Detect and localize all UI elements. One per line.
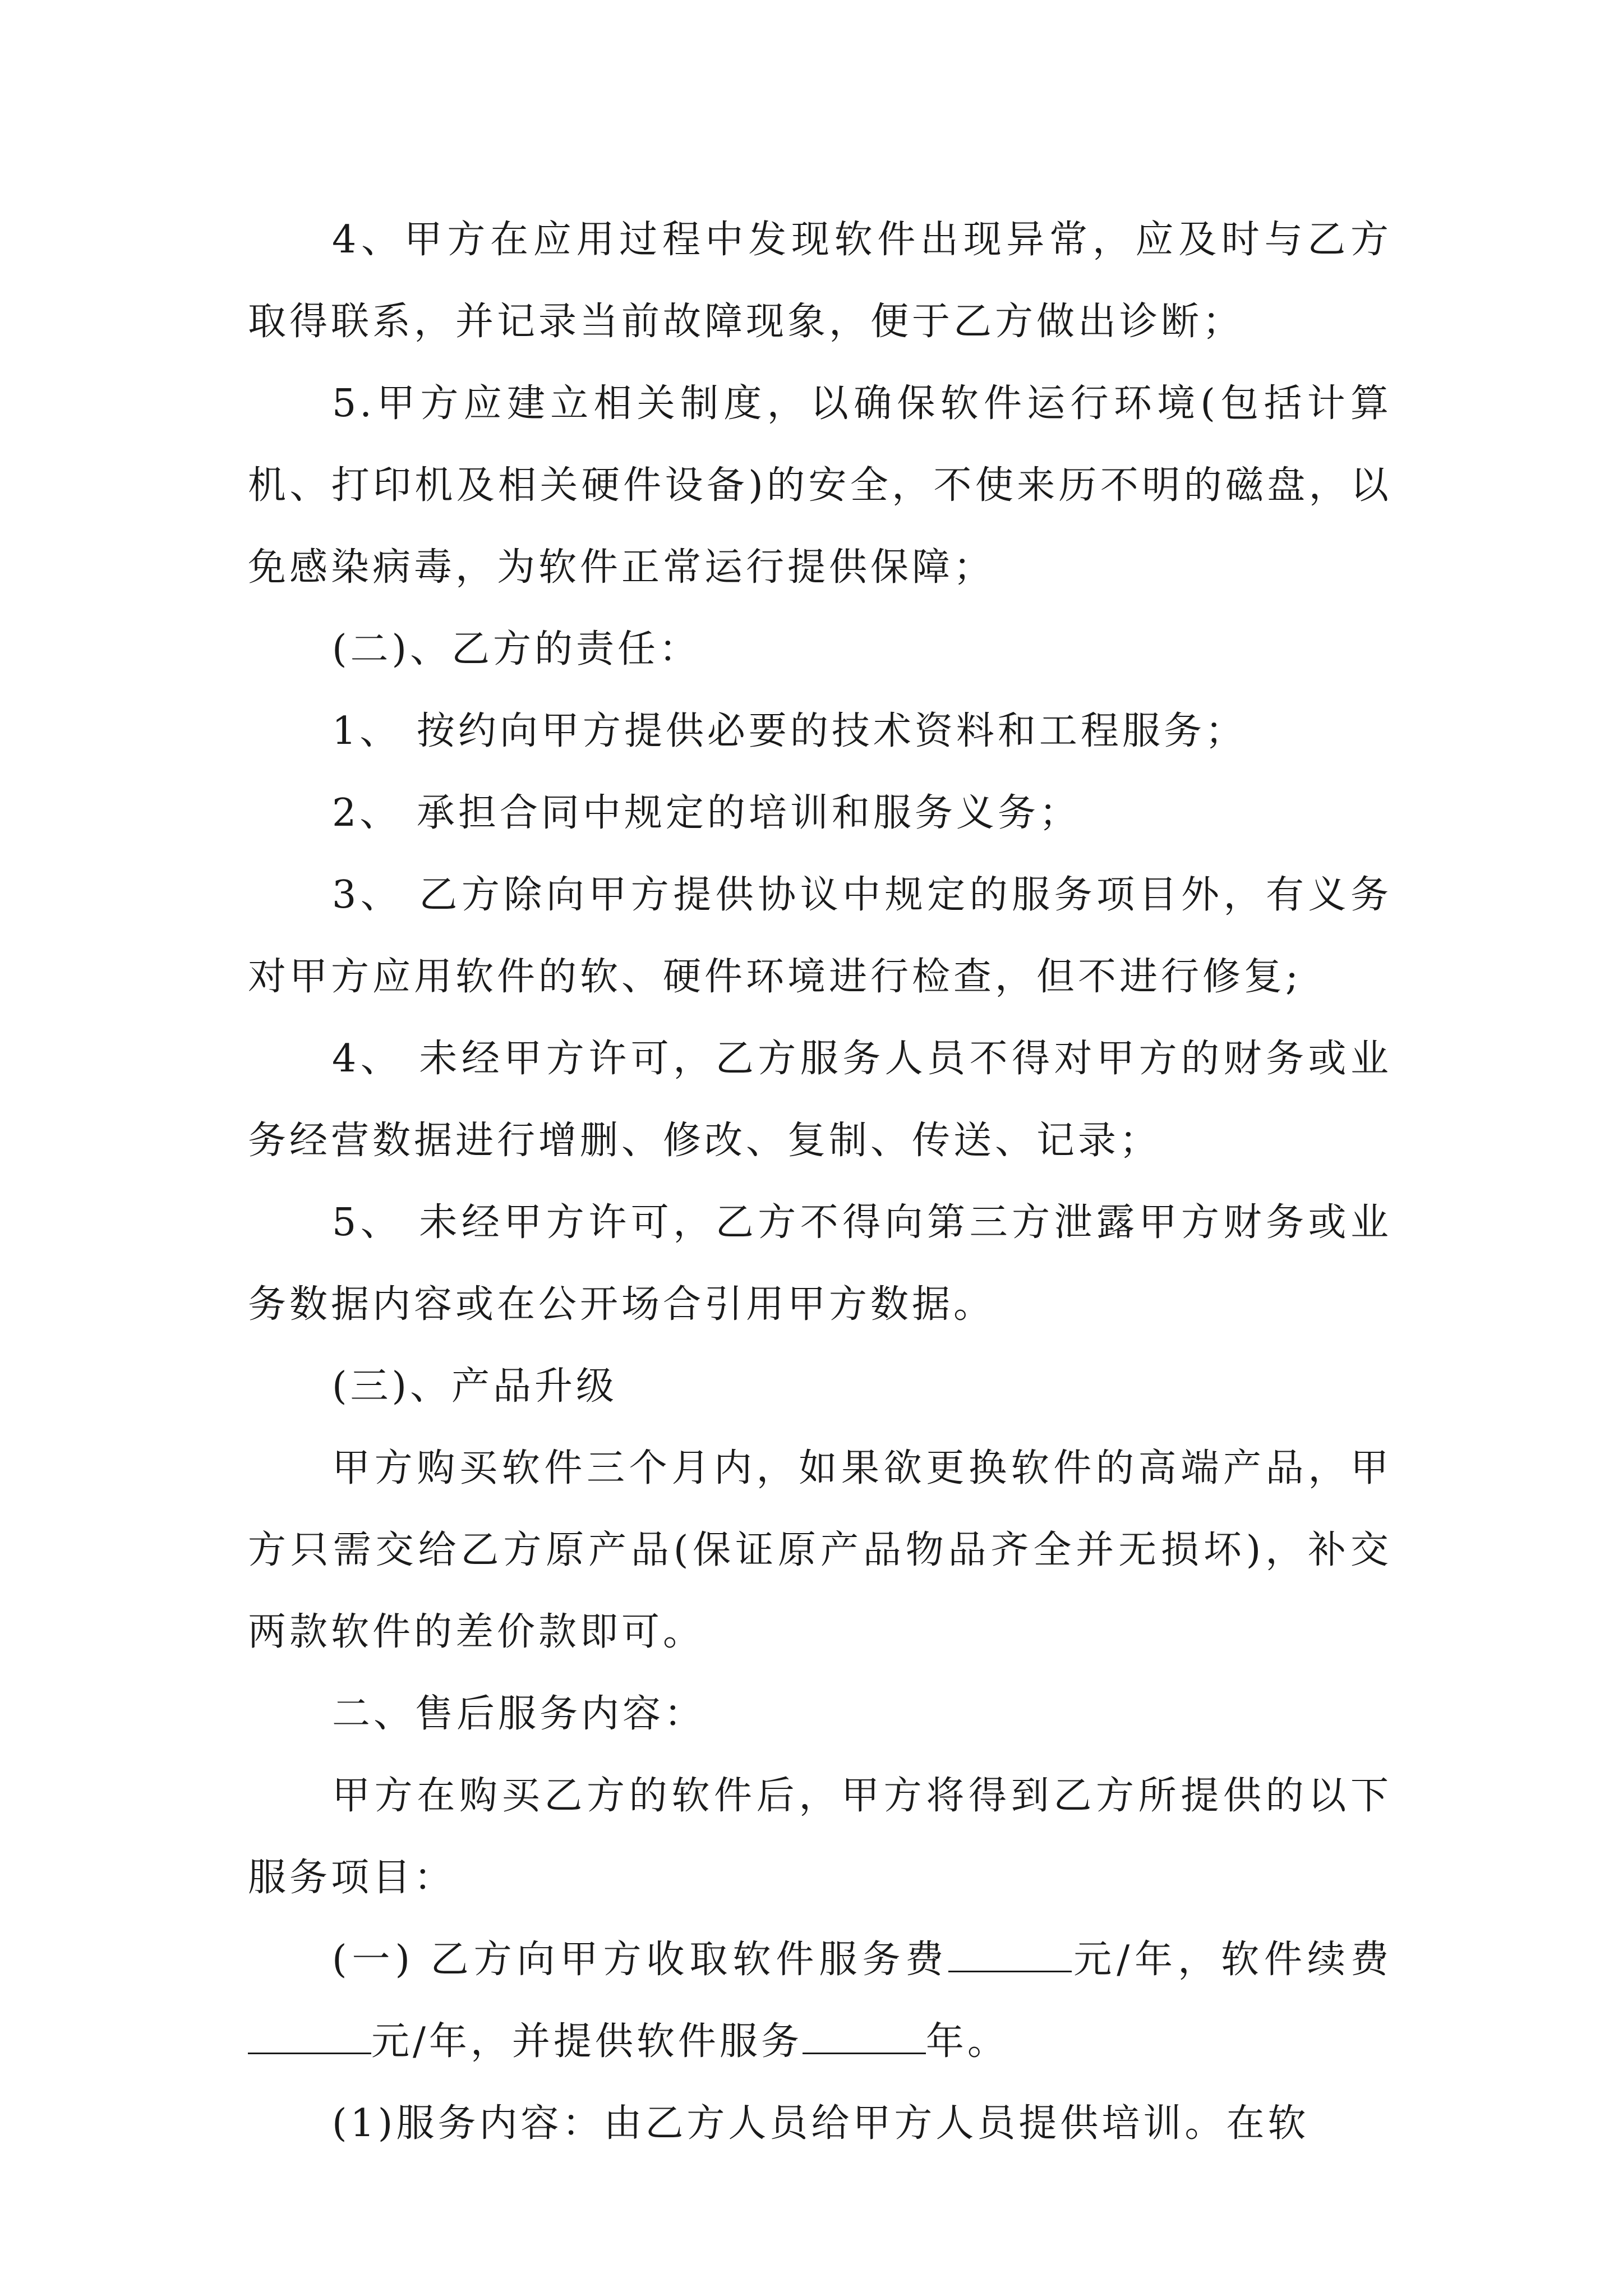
- heading-text: (三)、产品升级: [332, 1364, 618, 1409]
- paragraph-text: 5.甲方应建立相关制度，以确保软件运行环境(包括计算机、打印机及相关硬件设备)的安全，不使来历不明的磁盘，以免感染病毒，为软件正常运行提供保障；: [248, 381, 1393, 590]
- document-body: [248, 199, 1392, 2165]
- paragraph-text: 年。: [925, 2019, 1009, 2064]
- paragraph-service-fee: [248, 1919, 1392, 2083]
- section-heading-after-sales: [248, 1673, 1392, 1755]
- paragraph-text: 4、 未经甲方许可，乙方服务人员不得对甲方的财务或业务经营数据进行增删、修改、复制、传送、记录；: [248, 1037, 1392, 1163]
- section-heading-party-b-duties: [248, 609, 1392, 691]
- paragraph-text: (1)服务内容：由乙方人员给甲方人员提供培训。在软: [332, 2101, 1310, 2146]
- service-years-blank: [803, 2019, 926, 2054]
- paragraph-text: 1、 按约向甲方提供必要的技术资料和工程服务；: [332, 709, 1247, 753]
- paragraph-text: 甲方购买软件三个月内，如果欲更换软件的高端产品，甲方只需交给乙方原产品(保证原产品物品齐全并无损坏)，补交两款软件的差价款即可。: [248, 1446, 1392, 1654]
- paragraph-text: 3、 乙方除向甲方提供协议中规定的服务项目外，有义务对甲方应用软件的软、硬件环境进行检查，但不进行修复;: [248, 873, 1392, 999]
- renewal-fee-blank: [248, 2019, 371, 2054]
- paragraph-service-intro: [248, 1755, 1392, 1919]
- paragraph-text: 2、 承担合同中规定的培训和服务义务；: [332, 791, 1081, 835]
- paragraph-text: 元/年，软件续费: [1072, 1938, 1392, 1982]
- service-fee-blank: [948, 1937, 1072, 1972]
- paragraph-text: 元/年，并提供软件服务: [371, 2019, 803, 2064]
- heading-text: (二)、乙方的责任：: [332, 627, 701, 671]
- section-heading-product-upgrade: [248, 1346, 1392, 1428]
- paragraph-service-content: [248, 2083, 1392, 2165]
- paragraph-upgrade-terms: [248, 1428, 1392, 1673]
- paragraph-text: 甲方在购买乙方的软件后，甲方将得到乙方所提供的以下服务项目：: [248, 1774, 1392, 1900]
- paragraph-party-b-item-2: [248, 772, 1392, 854]
- paragraph-party-b-item-4: [248, 1018, 1392, 1182]
- paragraph-text: 4、甲方在应用过程中发现软件出现异常，应及时与乙方取得联系，并记录当前故障现象，便于乙方做出诊断；: [248, 218, 1392, 344]
- paragraph-party-b-item-3: [248, 854, 1392, 1018]
- paragraph-text: (一) 乙方向甲方收取软件服务费: [332, 1938, 949, 1982]
- paragraph-text: 5、 未经甲方许可，乙方不得向第三方泄露甲方财务或业务数据内容或在公开场合引用甲方数据。: [248, 1200, 1392, 1327]
- paragraph-clause-4-party-a: [248, 199, 1392, 363]
- heading-text: 二、售后服务内容：: [332, 1692, 706, 1736]
- paragraph-party-b-item-5: [248, 1182, 1392, 1346]
- paragraph-party-b-item-1: [248, 691, 1392, 772]
- paragraph-clause-5-party-a: [248, 363, 1392, 609]
